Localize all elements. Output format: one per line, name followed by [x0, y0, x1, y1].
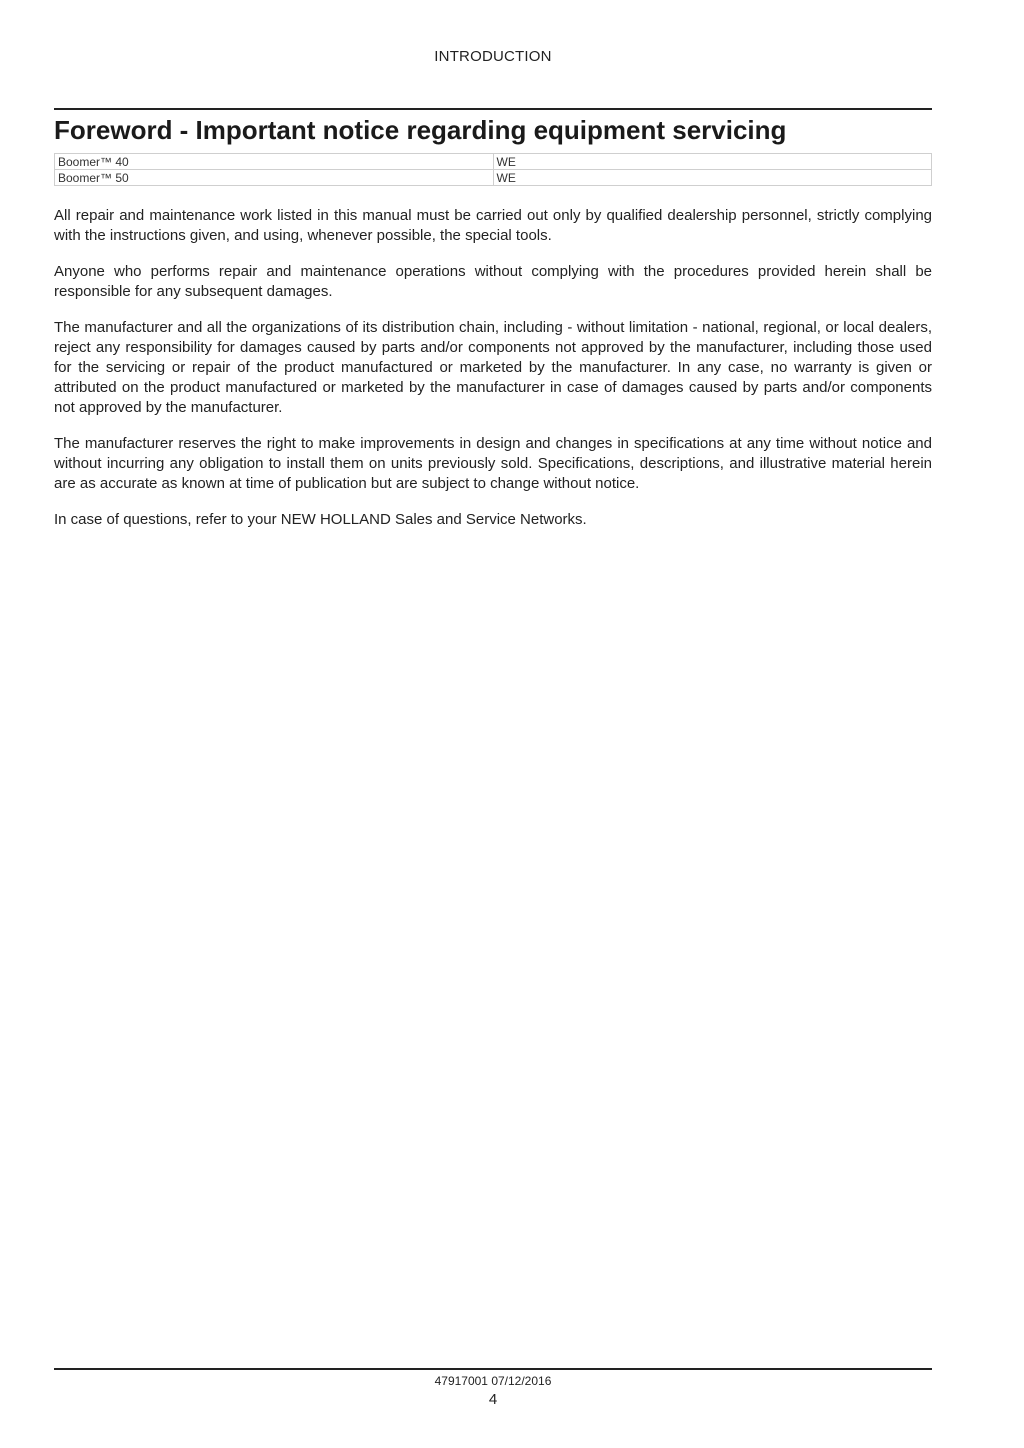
paragraph-responsibility: Anyone who performs repair and maintenance operations without complying with the procedures provided herein shall be responsible for any subsequent damages.: [54, 263, 932, 300]
running-header: INTRODUCTION: [434, 48, 552, 65]
applicability-table: [54, 153, 932, 186]
title-rule: [54, 108, 932, 110]
table-row: [55, 170, 932, 186]
paragraph-qualified-personnel: All repair and maintenance work listed in this manual must be carried out only by qualified dealership personnel, strictly complying with the instructions given, and using, whenever possible, the special tools.: [54, 207, 932, 244]
page-number: 4: [488, 1391, 498, 1408]
paragraph-specification-changes: The manufacturer reserves the right to make improvements in design and changes in specifications at any time without notice and without incurring any obligation to install them on units previously sold. Specifications, descriptions, and illustrative material herein are as accurate as known at time of publication but are subject to change without notice.: [54, 435, 932, 492]
document-reference: 47917001 07/12/2016: [434, 1374, 552, 1388]
region-cell: WE: [493, 154, 932, 170]
model-cell: Boomer™ 50: [55, 170, 494, 186]
region-cell: WE: [493, 170, 932, 186]
page-title: Foreword - Important notice regarding equipment servicing: [54, 115, 787, 145]
footer-rule: [54, 1368, 932, 1370]
paragraph-contact: In case of questions, refer to your NEW HOLLAND Sales and Service Networks.: [54, 511, 587, 528]
table-row: [55, 154, 932, 170]
model-cell: Boomer™ 40: [55, 154, 494, 170]
body-text: [54, 206, 932, 546]
paragraph-liability-disclaimer: The manufacturer and all the organizations of its distribution chain, including - without limitation - national, regional, or local dealers, reject any responsibility for damages caused by parts and/or components not approved by the manufacturer, including those used for the servicing or repair of the product manufactured or marketed by the manufacturer. In any case, no warranty is given or attributed on the product manufactured or marketed by the manufacturer in case of damages caused by parts and/or components not approved by the manufacturer.: [54, 319, 932, 416]
